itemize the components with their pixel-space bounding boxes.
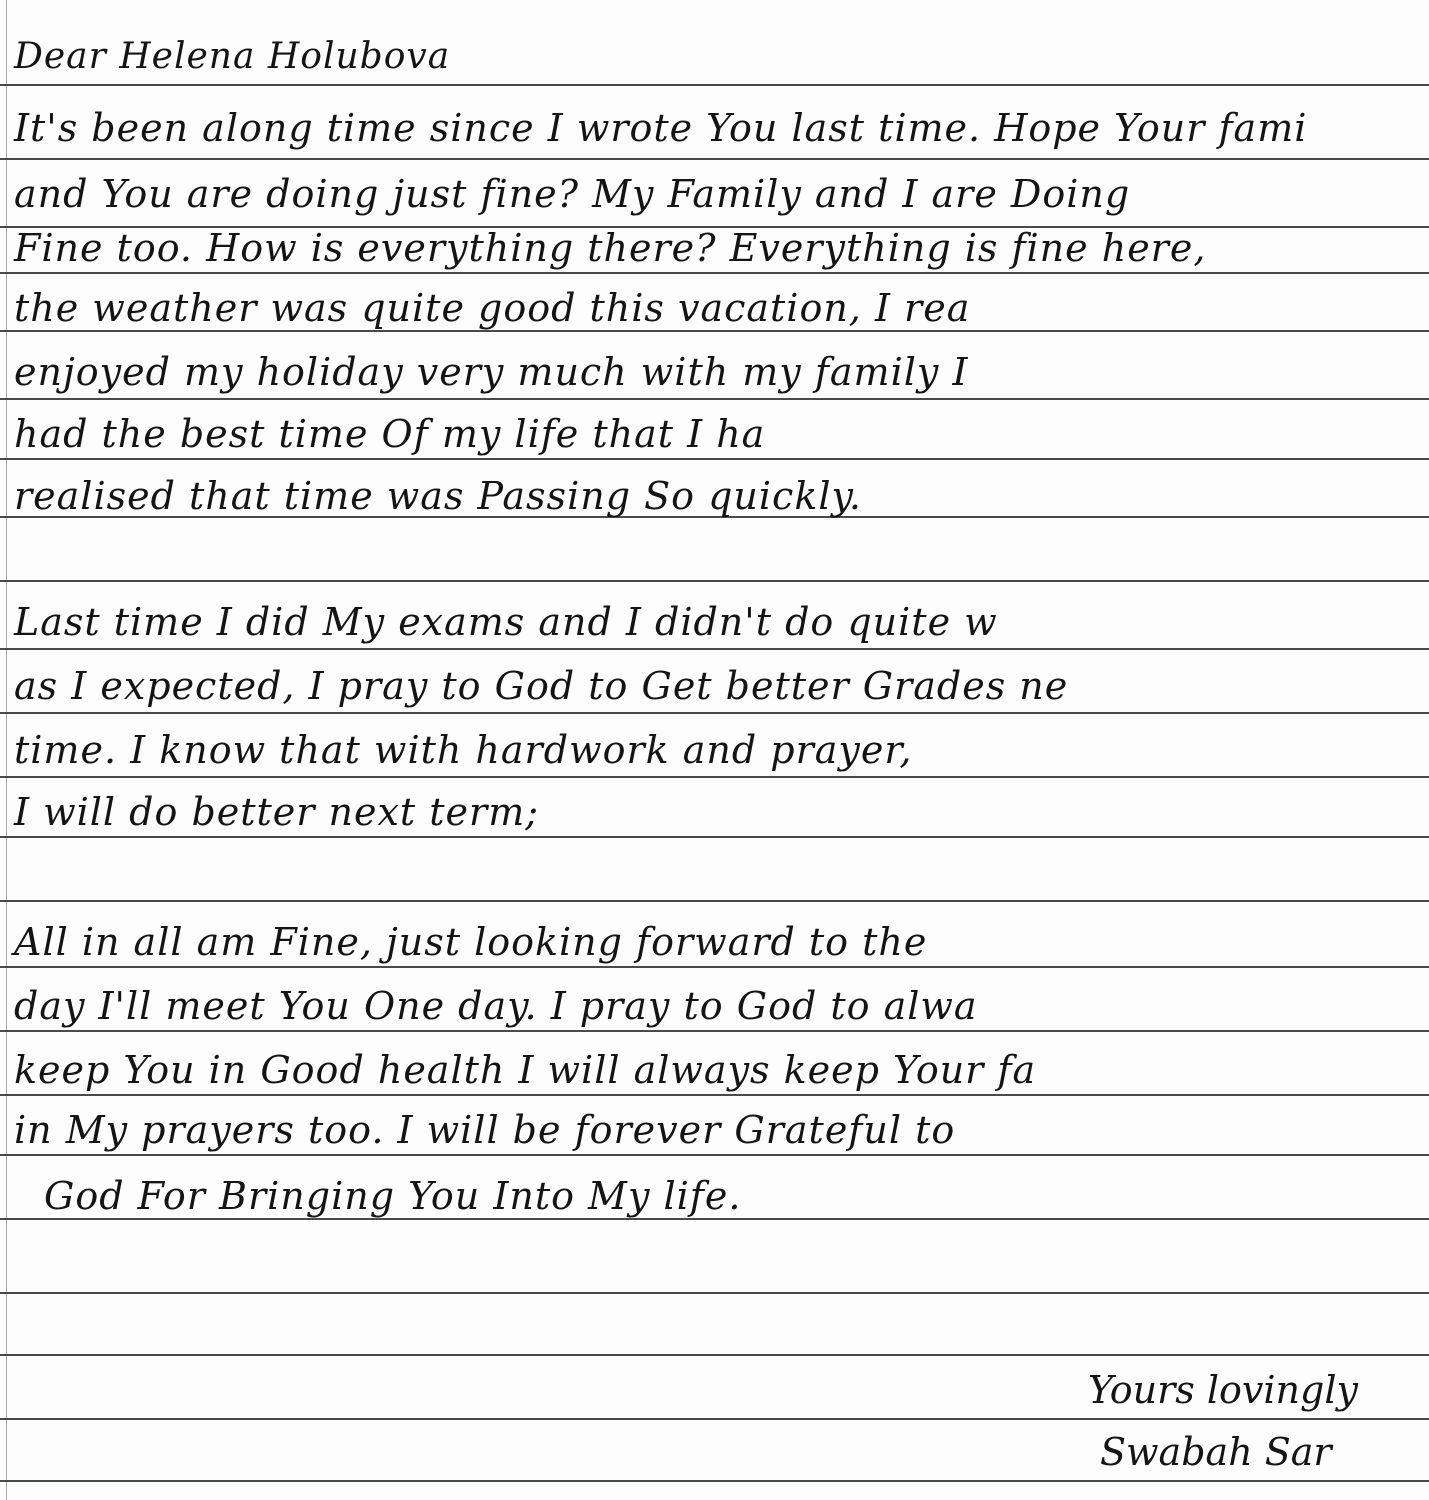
letter-line: All in all am Fine, just looking forward to the (14, 920, 928, 964)
ruled-line (0, 836, 1429, 838)
ruled-line (0, 648, 1429, 650)
ruled-line (0, 158, 1429, 160)
ruled-line (0, 1154, 1429, 1156)
ruled-line (0, 1480, 1429, 1482)
letter-line: Last time I did My exams and I didn't do quite w (14, 600, 998, 644)
ruled-line (0, 1030, 1429, 1032)
margin-line (6, 0, 7, 1500)
ruled-line (0, 330, 1429, 332)
letter-line: had the best time Of my life that I ha (14, 412, 766, 456)
letter-line: in My prayers too. I will be forever Grateful to (14, 1108, 956, 1152)
letter-line: God For Bringing You Into My life. (44, 1174, 742, 1218)
ruled-line (0, 712, 1429, 714)
ruled-line (0, 966, 1429, 968)
letter-line: keep You in Good health I will always keep Your fa (14, 1048, 1037, 1092)
letter-line: the weather was quite good this vacation, I rea (14, 286, 971, 330)
letter-line: I will do better next term; (14, 790, 540, 834)
closing: Yours lovingly (1088, 1368, 1358, 1412)
letter-line: Fine too. How is everything there? Everything is fine here, (14, 226, 1207, 270)
ruled-line (0, 1094, 1429, 1096)
letter-line: as I expected, I pray to God to Get better Grades ne (14, 664, 1069, 708)
letter-line: day I'll meet You One day. I pray to God to alwa (14, 984, 978, 1028)
ruled-line (0, 458, 1429, 460)
ruled-line (0, 1354, 1429, 1356)
letter-line: and You are doing just fine? My Family and I are Doing (14, 172, 1131, 216)
ruled-line (0, 776, 1429, 778)
letter-line: enjoyed my holiday very much with my family I (14, 350, 969, 394)
ruled-line (0, 84, 1429, 86)
ruled-line (0, 1292, 1429, 1294)
ruled-line (0, 900, 1429, 902)
letter-line: realised that time was Passing So quickly. (14, 474, 862, 518)
ruled-line (0, 1418, 1429, 1420)
ruled-line (0, 272, 1429, 274)
salutation: Dear Helena Holubova (14, 36, 451, 77)
ruled-line (0, 398, 1429, 400)
letter-line: It's been along time since I wrote You last time. Hope Your fami (14, 106, 1308, 150)
ruled-line (0, 1218, 1429, 1220)
letter-line: time. I know that with hardwork and prayer, (14, 728, 913, 772)
ruled-line (0, 580, 1429, 582)
signature: Swabah Sar (1100, 1430, 1332, 1474)
